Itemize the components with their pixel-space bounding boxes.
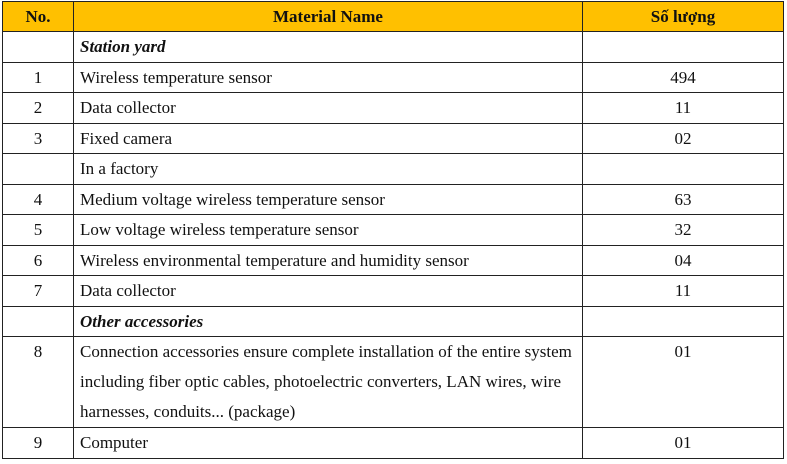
material-name: Low voltage wireless temperature sensor (74, 215, 583, 246)
material-name: Fixed camera (74, 123, 583, 154)
quantity: 11 (583, 93, 784, 124)
header-quantity: Số lượng (583, 2, 784, 32)
table-row (3, 428, 784, 459)
quantity: 01 (583, 337, 784, 428)
table-row (3, 123, 784, 154)
header-material-name: Material Name (74, 2, 583, 32)
section-label: Other accessories (74, 306, 583, 337)
quantity: 494 (583, 62, 784, 93)
section-row (3, 306, 784, 337)
table-body (3, 32, 784, 459)
row-number: 3 (3, 123, 74, 154)
row-number: 8 (3, 337, 74, 428)
row-number: 1 (3, 62, 74, 93)
material-name: Medium voltage wireless temperature sensor (74, 184, 583, 215)
section-row (3, 32, 784, 63)
section-row (3, 154, 784, 185)
material-name: Data collector (74, 93, 583, 124)
quantity: 04 (583, 245, 784, 276)
section-label: In a factory (74, 154, 583, 185)
quantity: 02 (583, 123, 784, 154)
table-row (3, 276, 784, 307)
row-number: 9 (3, 428, 74, 459)
table-row (3, 337, 784, 428)
row-number: 5 (3, 215, 74, 246)
row-number: 2 (3, 93, 74, 124)
header-no: No. (3, 2, 74, 32)
section-label: Station yard (74, 32, 583, 63)
material-name: Computer (74, 428, 583, 459)
row-number (3, 154, 74, 185)
header-row (3, 2, 784, 32)
table-row (3, 215, 784, 246)
materials-table (2, 1, 784, 459)
quantity: 63 (583, 184, 784, 215)
quantity: 32 (583, 215, 784, 246)
quantity (583, 32, 784, 63)
quantity: 01 (583, 428, 784, 459)
material-name: Connection accessories ensure complete installation of the entire system including fiber optic cables, photoelectric converters, LAN wires, wire harnesses, conduits... (package) (74, 337, 583, 428)
row-number (3, 306, 74, 337)
material-name: Wireless environmental temperature and humidity sensor (74, 245, 583, 276)
quantity (583, 306, 784, 337)
row-number: 4 (3, 184, 74, 215)
table-row (3, 62, 784, 93)
row-number: 7 (3, 276, 74, 307)
quantity (583, 154, 784, 185)
material-name: Data collector (74, 276, 583, 307)
table-row (3, 93, 784, 124)
row-number: 6 (3, 245, 74, 276)
table-row (3, 245, 784, 276)
table-row (3, 184, 784, 215)
quantity: 11 (583, 276, 784, 307)
row-number (3, 32, 74, 63)
material-name: Wireless temperature sensor (74, 62, 583, 93)
